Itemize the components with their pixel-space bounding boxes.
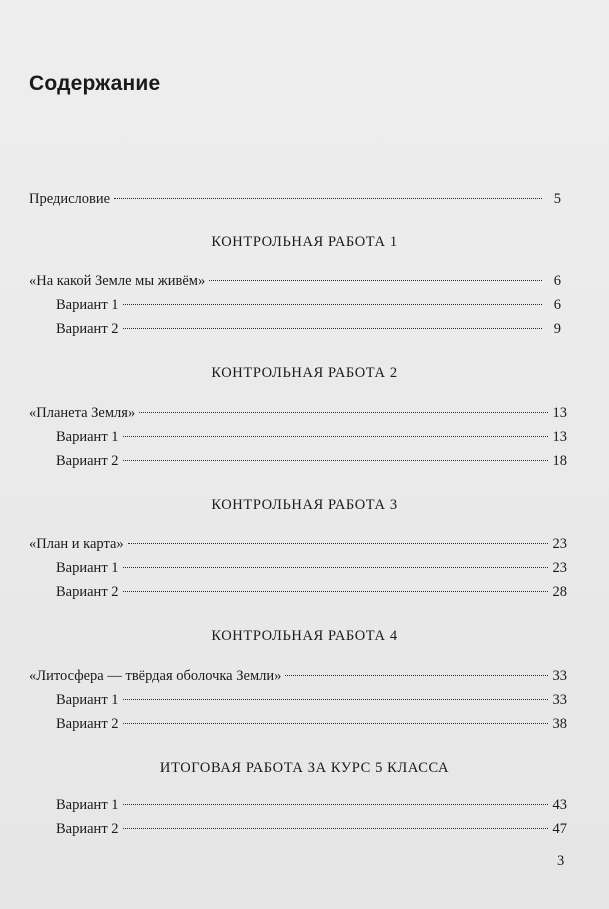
toc-entry-label: Вариант 2	[56, 584, 119, 600]
toc-entry-variant	[56, 582, 567, 602]
toc-entry-page: 5	[553, 191, 561, 207]
toc-entry-label: «На какой Земле мы живём»	[29, 273, 206, 289]
dot-leader	[123, 436, 548, 437]
dot-leader	[139, 412, 547, 413]
toc-entry-label: Вариант 1	[56, 429, 119, 445]
section-heading: КОНТРОЛЬНАЯ РАБОТА 3	[211, 497, 398, 513]
toc-entry-label: «План и карта»	[29, 536, 124, 552]
toc-entry-page: 13	[552, 405, 567, 421]
toc-entry-page: 6	[553, 297, 561, 313]
toc-entry-page: 38	[552, 716, 567, 732]
toc-entry-variant	[56, 714, 567, 734]
toc-entry-variant	[56, 690, 567, 710]
dot-leader	[123, 567, 548, 568]
toc-entry-label: Предисловие	[29, 191, 111, 207]
dot-leader	[123, 723, 548, 724]
toc-entry-label: Вариант 1	[56, 692, 119, 708]
dot-leader	[285, 675, 547, 676]
toc-entry-label: Вариант 1	[56, 297, 119, 313]
dot-leader	[128, 543, 548, 544]
toc-entry-page: 28	[552, 584, 567, 600]
toc-entry-label: «Планета Земля»	[29, 405, 136, 421]
toc-entry-page: 13	[552, 429, 567, 445]
section-heading: КОНТРОЛЬНАЯ РАБОТА 1	[211, 234, 398, 250]
toc-entry-topic	[29, 271, 561, 291]
toc-entry-variant	[56, 558, 567, 578]
section-heading: ИТОГОВАЯ РАБОТА ЗА КУРС 5 КЛАССА	[159, 760, 450, 776]
dot-leader	[123, 591, 548, 592]
toc-entry-page: 43	[552, 797, 567, 813]
page-number: 3	[557, 853, 565, 869]
toc-entry-label: Вариант 2	[56, 453, 119, 469]
dot-leader	[209, 280, 542, 281]
dot-leader	[114, 198, 542, 199]
dot-leader	[123, 699, 548, 700]
dot-leader	[123, 828, 548, 829]
page-title: Содержание	[29, 72, 161, 95]
toc-entry-label: «Литосфера — твёрдая оболочка Земли»	[29, 668, 282, 684]
toc-entry-preface	[29, 189, 561, 209]
dot-leader	[123, 304, 542, 305]
toc-entry-page: 23	[552, 560, 567, 576]
dot-leader	[123, 328, 542, 329]
toc-entry-variant	[56, 451, 567, 471]
toc-entry-page: 18	[552, 453, 567, 469]
toc-entry-topic	[29, 403, 567, 423]
toc-entry-label: Вариант 1	[56, 560, 119, 576]
section-heading: КОНТРОЛЬНАЯ РАБОТА 4	[211, 628, 398, 644]
section-heading: КОНТРОЛЬНАЯ РАБОТА 2	[211, 365, 398, 381]
toc-entry-page: 23	[552, 536, 567, 552]
toc-entry-variant	[56, 295, 561, 315]
toc-entry-page: 33	[552, 668, 567, 684]
toc-entry-variant	[56, 795, 567, 815]
toc-entry-variant	[56, 427, 567, 447]
dot-leader	[123, 804, 548, 805]
dot-leader	[123, 460, 548, 461]
toc-entry-page: 6	[553, 273, 561, 289]
toc-entry-label: Вариант 2	[56, 716, 119, 732]
toc-entry-topic	[29, 666, 567, 686]
toc-entry-label: Вариант 2	[56, 821, 119, 837]
toc-entry-label: Вариант 1	[56, 797, 119, 813]
toc-entry-page: 9	[553, 321, 561, 337]
toc-entry-page: 47	[552, 821, 567, 837]
toc-entry-label: Вариант 2	[56, 321, 119, 337]
toc-entry-variant	[56, 819, 567, 839]
toc-entry-page: 33	[552, 692, 567, 708]
toc-entry-variant	[56, 319, 561, 339]
toc-entry-topic	[29, 534, 567, 554]
